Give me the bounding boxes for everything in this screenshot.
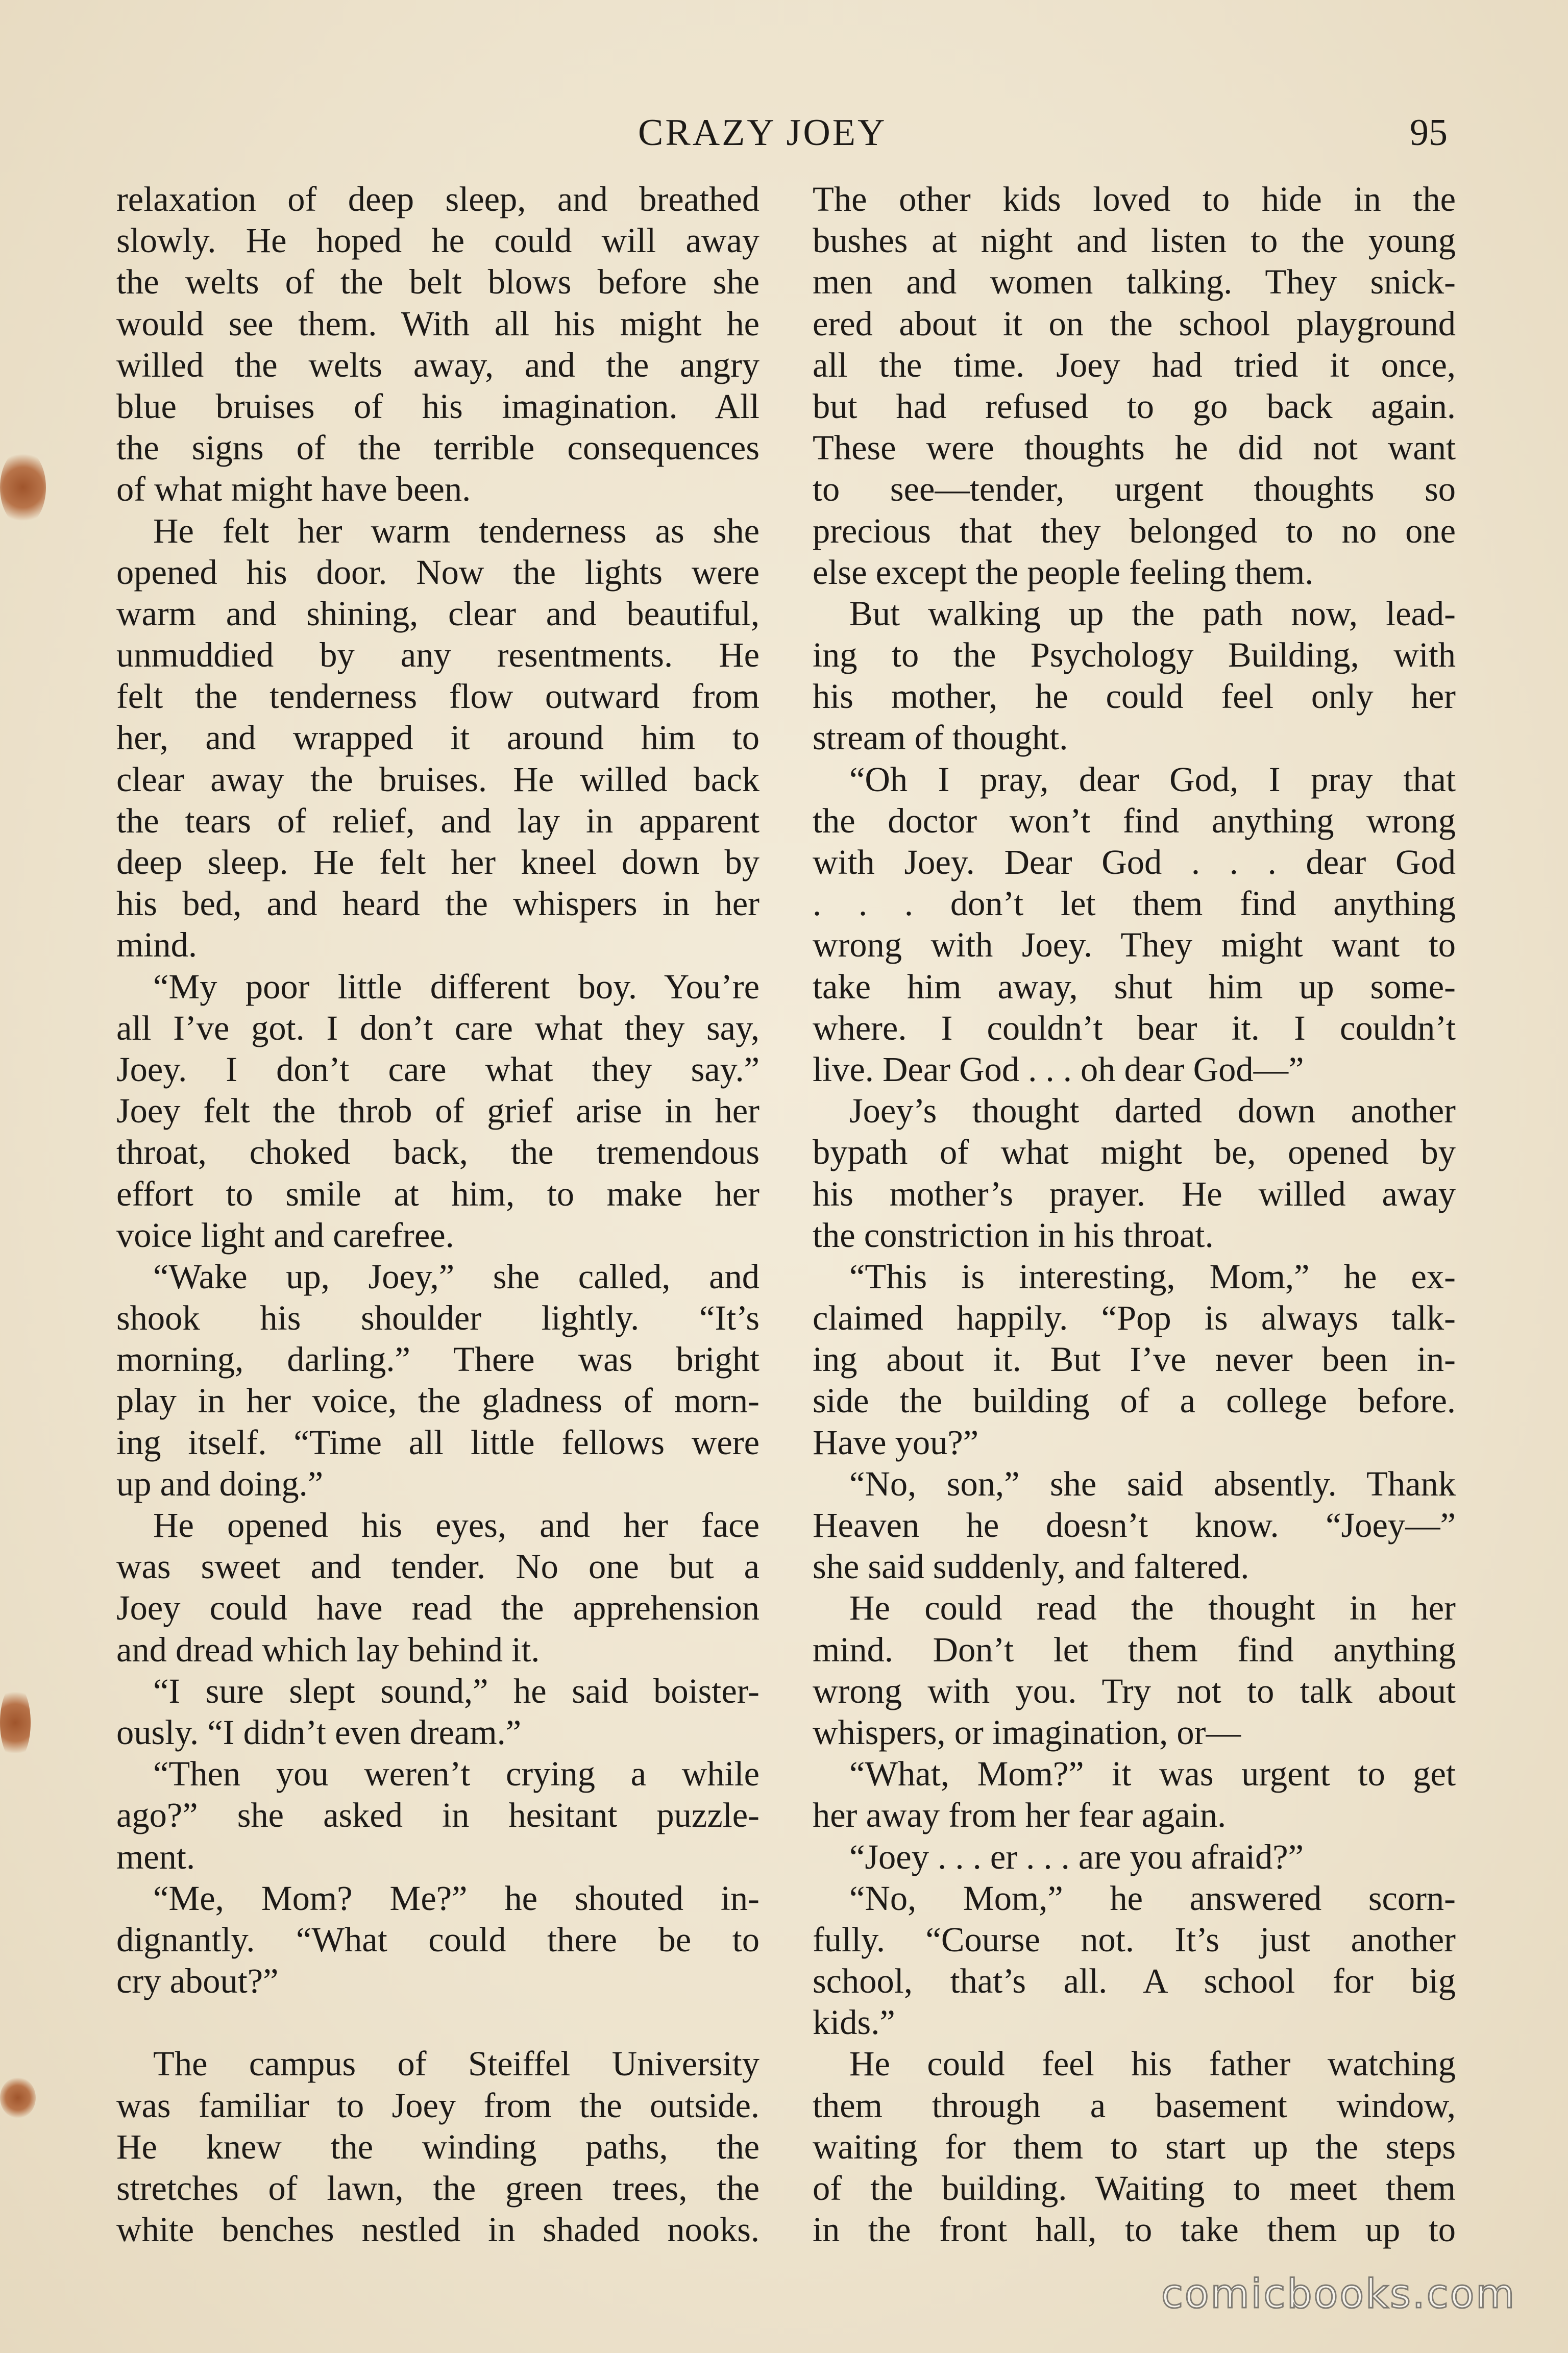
text-line: to see—tender, urgent thoughts so: [813, 470, 1456, 509]
text-line: ered about it on the school playground: [813, 304, 1456, 343]
text-line: with Joey. Dear God . . . dear God: [813, 843, 1456, 881]
text-line: but had refused to go back again.: [813, 386, 1456, 426]
text-line: slowly. He hoped he could will away: [116, 221, 760, 260]
right-text-column: [813, 179, 1456, 2250]
text-line: was sweet and tender. No one but a: [116, 1547, 760, 1586]
text-line: live. Dear God . . . oh dear God—”: [813, 1049, 1304, 1089]
text-line: He could feel his father watching: [849, 2044, 1456, 2084]
text-line: his mother’s prayer. He willed away: [813, 1174, 1456, 1213]
text-line: of the building. Waiting to meet them: [813, 2169, 1456, 2208]
text-line: and dread which lay behind it.: [116, 1630, 540, 1669]
text-line: cry about?”: [116, 1962, 279, 2001]
text-line: ing itself. “Time all little fellows were: [116, 1423, 760, 1462]
text-line: The other kids loved to hide in the: [813, 180, 1456, 218]
text-line: felt the tenderness flow outward from: [116, 677, 760, 716]
text-line: Joey’s thought darted down another: [849, 1091, 1456, 1131]
text-line: up and doing.”: [116, 1464, 324, 1503]
text-line: ing about it. But I’ve never been in-: [813, 1340, 1456, 1379]
text-line: take him away, shut him up some-: [813, 967, 1456, 1006]
text-line: morning, darling.” There was bright: [116, 1340, 760, 1379]
text-line: ing to the Psychology Building, with: [813, 635, 1456, 675]
text-line: kids.”: [813, 2003, 895, 2042]
text-line: clear away the bruises. He willed back: [116, 759, 760, 799]
text-line: his mother, he could feel only her: [813, 677, 1456, 716]
text-line: fully. “Course not. It’s just another: [813, 1920, 1456, 1959]
text-line: relaxation of deep sleep, and breathed: [116, 180, 760, 218]
text-line: Heaven he doesn’t know. “Joey—”: [813, 1506, 1456, 1545]
running-title: CRAZY JOEY: [638, 112, 887, 154]
text-line: Have you?”: [813, 1423, 979, 1462]
text-line: whispers, or imagination, or—: [813, 1712, 1241, 1752]
text-line: waiting for them to start up the steps: [813, 2127, 1456, 2166]
text-line: of what might have been.: [116, 470, 471, 509]
paper-stain: [0, 2077, 36, 2118]
text-line: “Then you weren’t crying a while: [153, 1754, 760, 1794]
text-line: willed the welts away, and the angry: [116, 345, 760, 384]
text-line: “I sure slept sound,” he said boister-: [153, 1671, 760, 1710]
text-line: “Joey . . . er . . . are you afraid?”: [849, 1837, 1304, 1876]
text-line: . . . don’t let them find anything: [813, 884, 1456, 923]
text-line: her away from her fear again.: [813, 1796, 1227, 1835]
text-line: He opened his eyes, and her face: [153, 1506, 760, 1545]
text-line: all I’ve got. I don’t care what they say,: [116, 1008, 760, 1047]
text-line: throat, choked back, the tremendous: [116, 1133, 760, 1172]
text-line: wrong with you. Try not to talk about: [813, 1671, 1456, 1710]
text-line: the signs of the terrible consequences: [116, 428, 760, 468]
text-line: play in her voice, the gladness of morn-: [116, 1381, 760, 1420]
text-line: voice light and carefree.: [116, 1215, 454, 1255]
text-line: wrong with Joey. They might want to: [813, 925, 1456, 965]
text-line: mind. Don’t let them find anything: [813, 1630, 1456, 1669]
text-line: “Wake up, Joey,” she called, and: [153, 1257, 760, 1296]
text-line: where. I couldn’t bear it. I couldn’t: [813, 1008, 1456, 1047]
text-line: “This is interesting, Mom,” he ex-: [849, 1257, 1456, 1296]
left-text-column: [116, 179, 760, 2250]
text-line: white benches nestled in shaded nooks.: [116, 2210, 760, 2249]
text-line: the tears of relief, and lay in apparent: [116, 801, 760, 840]
text-line: would see them. With all his might he: [116, 304, 760, 343]
text-line: ment.: [116, 1837, 195, 1876]
page-header: [0, 105, 1568, 161]
text-line: else except the people feeling them.: [813, 552, 1314, 592]
text-line: “Oh I pray, dear God, I pray that: [849, 759, 1456, 799]
paper-stain: [0, 1684, 31, 1761]
text-line: Joey could have read the apprehension: [116, 1588, 760, 1628]
text-line: [116, 2002, 760, 2043]
text-line: the doctor won’t find anything wrong: [813, 801, 1456, 840]
text-line: his bed, and heard the whispers in her: [116, 884, 760, 923]
text-line: the constriction in his throat.: [813, 1215, 1214, 1255]
text-line: These were thoughts he did not want: [813, 428, 1456, 468]
text-line: “No, Mom,” he answered scorn-: [849, 1878, 1456, 1918]
text-line: claimed happily. “Pop is always talk-: [813, 1298, 1456, 1338]
text-line: the welts of the belt blows before she: [116, 262, 760, 302]
text-line: she said suddenly, and faltered.: [813, 1547, 1250, 1586]
text-line: all the time. Joey had tried it once,: [813, 345, 1456, 384]
text-line: deep sleep. He felt her kneel down by: [116, 843, 760, 881]
text-line: stretches of lawn, the green trees, the: [116, 2169, 760, 2208]
text-line: precious that they belonged to no one: [813, 511, 1456, 550]
paper-stain: [0, 449, 46, 526]
text-line: dignantly. “What could there be to: [116, 1920, 760, 1959]
text-line: her, and wrapped it around him to: [116, 718, 760, 757]
text-line: bushes at night and listen to the young: [813, 221, 1456, 260]
text-line: “My poor little different boy. You’re: [153, 967, 760, 1006]
text-line: effort to smile at him, to make her: [116, 1174, 760, 1213]
text-line: ago?” she asked in hesitant puzzle-: [116, 1796, 760, 1835]
text-line: He felt her warm tenderness as she: [153, 511, 760, 550]
text-line: “No, son,” she said absently. Thank: [849, 1464, 1456, 1503]
text-line: “Me, Mom? Me?” he shouted in-: [153, 1878, 760, 1918]
text-line: Joey. I don’t care what they say.”: [116, 1049, 760, 1089]
text-line: them through a basement window,: [813, 2086, 1456, 2125]
text-line: The campus of Steiffel University: [153, 2044, 760, 2084]
text-line: school, that’s all. A school for big: [813, 1962, 1456, 2001]
text-line: men and women talking. They snick-: [813, 262, 1456, 302]
text-line: blue bruises of his imagination. All: [116, 386, 760, 426]
watermark: comicbooks.com: [1161, 2271, 1516, 2317]
text-line: warm and shining, clear and beautiful,: [116, 594, 760, 633]
text-line: side the building of a college before.: [813, 1381, 1456, 1420]
text-line: bypath of what might be, opened by: [813, 1133, 1456, 1172]
text-line: He could read the thought in her: [849, 1588, 1456, 1628]
text-line: shook his shoulder lightly. “It’s: [116, 1298, 760, 1338]
text-line: stream of thought.: [813, 718, 1068, 757]
text-line: ously. “I didn’t even dream.”: [116, 1712, 522, 1752]
text-line: in the front hall, to take them up to: [813, 2210, 1456, 2249]
text-line: Joey felt the throb of grief arise in her: [116, 1091, 760, 1131]
text-line: unmuddied by any resentments. He: [116, 635, 760, 675]
text-line: mind.: [116, 925, 197, 965]
page-number: 95: [1410, 112, 1448, 154]
text-line: “What, Mom?” it was urgent to get: [849, 1754, 1456, 1794]
text-line: was familiar to Joey from the outside.: [116, 2086, 760, 2125]
text-line: He knew the winding paths, the: [116, 2127, 760, 2166]
text-line: But walking up the path now, lead-: [849, 594, 1456, 633]
text-line: opened his door. Now the lights were: [116, 552, 760, 592]
